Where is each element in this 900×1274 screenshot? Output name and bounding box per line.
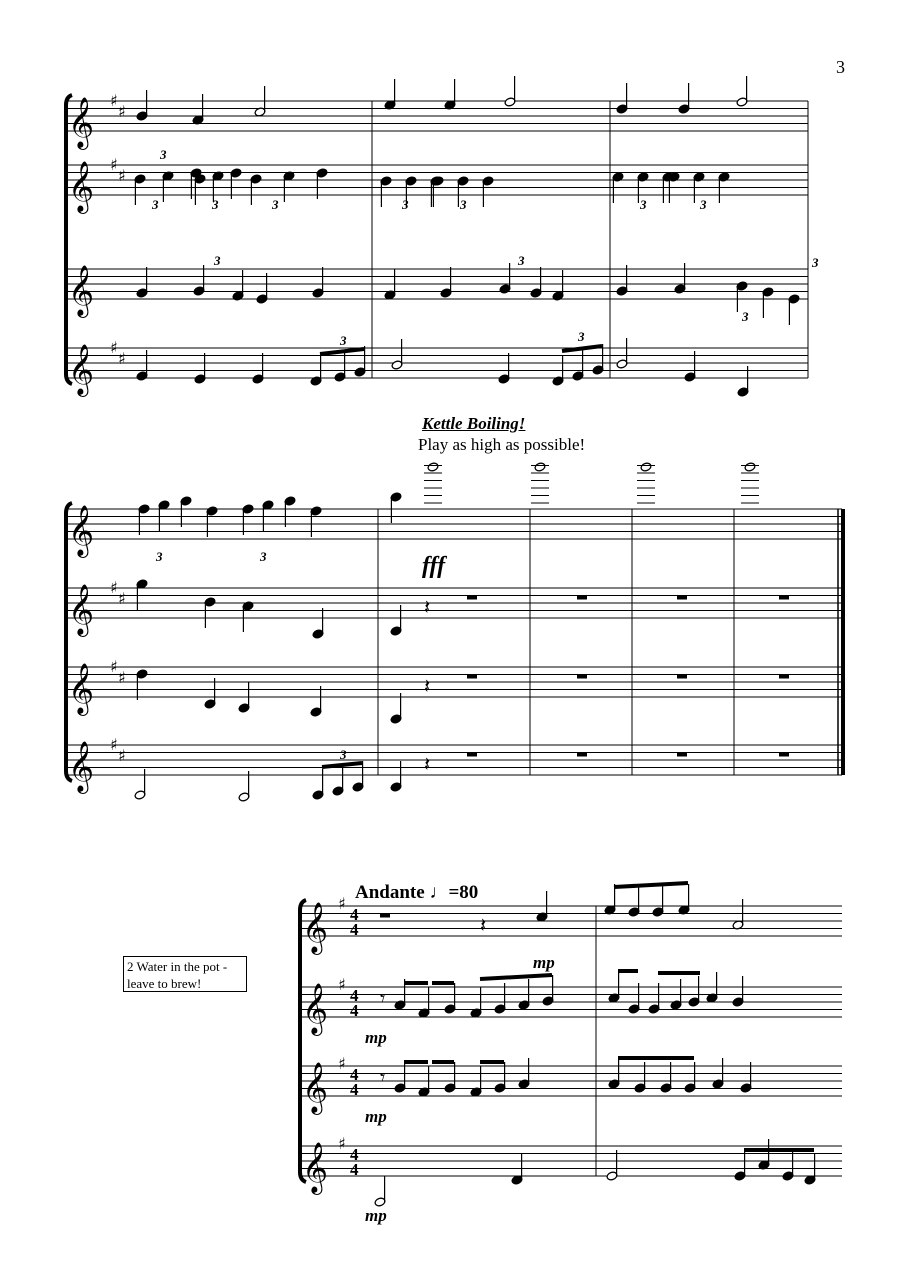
sharp-icon: ♯ — [338, 975, 346, 994]
rest-icon: 𝄽 — [480, 913, 487, 937]
sharp-icon: ♯ — [338, 1134, 346, 1153]
tuplet-label: 3 — [160, 147, 167, 162]
whole-rest-icon — [467, 675, 477, 679]
rest-icon: 𝄽 — [424, 674, 431, 698]
tuplet-label: 3 — [340, 333, 347, 348]
treble-clef-icon: 𝄞 — [68, 344, 95, 395]
whole-rest-icon — [577, 596, 587, 600]
dynamic-mp-2: mp — [365, 1028, 387, 1047]
time-signature-top: 4 — [350, 1145, 359, 1164]
tuplet-label: 3 — [272, 197, 279, 212]
rest-icon: 𝄽 — [424, 752, 431, 776]
tuplet-label: 3 — [340, 747, 347, 762]
treble-clef-icon: 𝄞 — [302, 1142, 329, 1193]
treble-clef-icon: 𝄞 — [68, 161, 95, 212]
tuplet-label: 3 — [460, 197, 467, 212]
time-signature-top: 4 — [350, 986, 359, 1005]
quarter-note-icon: ♩ — [429, 882, 449, 903]
performance-instruction: Play as high as possible! — [418, 435, 586, 454]
dynamic-fff: fff — [422, 553, 446, 579]
tempo-text: Andante — [355, 882, 425, 903]
notehead — [534, 462, 546, 472]
beam — [320, 349, 364, 354]
time-signature-bottom: 4 — [350, 1001, 359, 1020]
notes-layer — [68, 76, 819, 1207]
tempo-marking — [355, 882, 478, 904]
whole-rest-icon — [677, 596, 687, 600]
tuplet-label: 3 — [518, 253, 525, 268]
whole-rest-icon — [779, 596, 789, 600]
sharp-icon: ♯ — [118, 349, 126, 368]
whole-rest-icon — [779, 675, 789, 679]
treble-clef-icon: 𝄞 — [68, 584, 95, 635]
whole-rest-icon — [577, 675, 587, 679]
rest-icon: 𝄾 — [380, 986, 386, 1010]
dynamic-mp-1: mp — [533, 953, 555, 972]
tuplet-label: 3 — [214, 253, 221, 268]
rest-icon: 𝄽 — [424, 595, 431, 619]
tuplet-label: 3 — [700, 197, 707, 212]
beam — [614, 883, 688, 887]
sharp-icon: ♯ — [110, 657, 118, 676]
tuplet-label: 3 — [640, 197, 647, 212]
time-signature-bottom: 4 — [350, 920, 359, 939]
whole-rest-icon — [677, 753, 687, 757]
time-signature-bottom: 4 — [350, 1160, 359, 1179]
time-signature-top: 4 — [350, 905, 359, 924]
sharp-icon: ♯ — [110, 155, 118, 174]
page-number: 3 — [836, 57, 845, 77]
sharp-icon: ♯ — [110, 338, 118, 357]
section-title-kettle-boiling: Kettle Boiling! — [422, 414, 526, 433]
tuplet-label: 3 — [260, 549, 267, 564]
sharp-icon: ♯ — [110, 735, 118, 754]
sharp-icon: ♯ — [110, 91, 118, 110]
section-note-box: 2 Water in the pot - leave to brew! — [123, 956, 247, 992]
treble-clef-icon: 𝄞 — [68, 505, 95, 556]
sharp-icon: ♯ — [118, 746, 126, 765]
time-signature-bottom: 4 — [350, 1080, 359, 1099]
treble-clef-icon: 𝄞 — [302, 983, 329, 1034]
tuplet-label: 3 — [402, 197, 409, 212]
treble-clef-icon: 𝄞 — [68, 97, 95, 148]
sharp-icon: ♯ — [338, 894, 346, 913]
whole-rest-icon — [577, 753, 587, 757]
dynamic-mp-3: mp — [365, 1107, 387, 1126]
tuplet-label: 3 — [212, 197, 219, 212]
tempo-value: =80 — [448, 882, 479, 903]
whole-rest-icon — [467, 596, 477, 600]
sharp-icon: ♯ — [118, 668, 126, 687]
time-signature-top: 4 — [350, 1065, 359, 1084]
sharp-icon: ♯ — [110, 578, 118, 597]
whole-rest-icon — [677, 675, 687, 679]
whole-rest-icon — [467, 753, 477, 757]
rest-icon: 𝄾 — [380, 1065, 386, 1089]
sharp-icon: ♯ — [118, 166, 126, 185]
sharp-icon: ♯ — [338, 1054, 346, 1073]
notehead — [744, 462, 756, 472]
treble-clef-icon: 𝄞 — [302, 902, 329, 953]
tuplet-label: 3 — [156, 549, 163, 564]
tuplet-label: 3 — [578, 329, 585, 344]
tuplet-label: 3 — [152, 197, 159, 212]
notehead — [640, 462, 652, 472]
notehead — [427, 462, 439, 472]
whole-rest-icon — [779, 753, 789, 757]
treble-clef-icon: 𝄞 — [302, 1062, 329, 1113]
beam — [322, 763, 362, 767]
treble-clef-icon: 𝄞 — [68, 265, 95, 316]
treble-clef-icon: 𝄞 — [68, 663, 95, 714]
tuplet-label: 3 — [812, 255, 819, 270]
whole-rest-icon — [380, 914, 390, 918]
dynamic-mp-4: mp — [365, 1206, 387, 1225]
beam — [562, 346, 602, 351]
sharp-icon: ♯ — [118, 102, 126, 121]
sharp-icon: ♯ — [118, 589, 126, 608]
tuplet-label: 3 — [742, 309, 749, 324]
staves-layer — [66, 95, 843, 1182]
beam — [480, 975, 552, 979]
treble-clef-icon: 𝄞 — [68, 741, 95, 792]
